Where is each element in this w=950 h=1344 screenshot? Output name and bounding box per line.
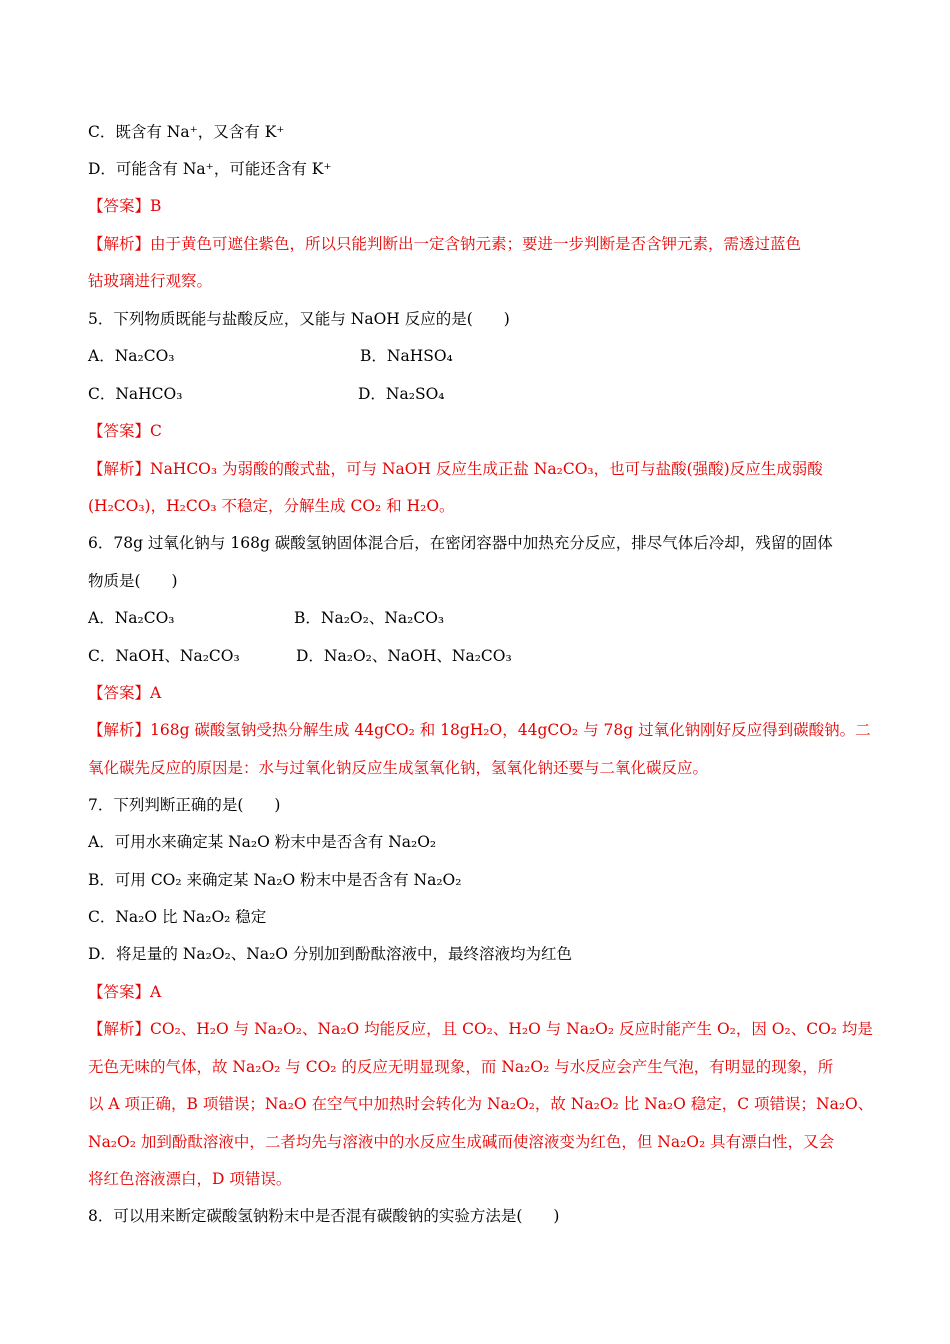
- option-c-q6: C．NaOH、Na₂CO₃: [88, 647, 240, 665]
- analysis-q7-line2: 无色无味的气体，故 Na₂O₂ 与 CO₂ 的反应无明显现象，而 Na₂O₂ 与水反应会产生气泡，有明显的现象，所: [88, 1058, 834, 1076]
- answer-q7: 【答案】A: [88, 983, 162, 1001]
- question-6-line1: 6．78g 过氧化钠与 168g 碳酸氢钠固体混合后，在密闭容器中加热充分反应，排尽气体后冷却，残留的固体: [88, 534, 833, 552]
- answer-q4: 【答案】B: [88, 197, 162, 215]
- option-d-q5: D．Na₂SO₄: [358, 385, 445, 403]
- option-c-q7: C．Na₂O 比 Na₂O₂ 稳定: [88, 908, 267, 926]
- analysis-q4-line2: 钴玻璃进行观察。: [88, 272, 213, 290]
- option-d-q6: D．Na₂O₂、NaOH、Na₂CO₃: [296, 647, 512, 665]
- analysis-q7-line5: 将红色溶液漂白，D 项错误。: [88, 1170, 292, 1188]
- question-7: 7．下列判断正确的是( ): [88, 796, 281, 814]
- option-a-q5: A．Na₂CO₃: [88, 347, 175, 365]
- analysis-q4-line1: 【解析】由于黄色可遮住紫色，所以只能判断出一定含钠元素；要进一步判断是否含钾元素，需透过蓝色: [88, 235, 802, 253]
- analysis-q6-line2: 氧化碳先反应的原因是：水与过氧化钠反应生成氢氧化钠，氢氧化钠还要与二氧化碳反应。: [88, 759, 709, 777]
- question-6-line2: 物质是( ): [88, 572, 178, 590]
- options-q5-row2: [88, 383, 445, 405]
- options-q5-row1: [88, 345, 453, 367]
- option-a-q6: A．Na₂CO₃: [88, 609, 175, 627]
- option-c-q4: C．既含有 Na⁺，又含有 K⁺: [88, 123, 285, 141]
- analysis-q7-line4: Na₂O₂ 加到酚酞溶液中，二者均先与溶液中的水反应生成碱而使溶液变为红色，但 Na₂O₂ 具有漂白性，又会: [88, 1133, 835, 1151]
- option-c-q5: C．NaHCO₃: [88, 385, 183, 403]
- question-8: 8．可以用来断定碳酸氢钠粉末中是否混有碳酸钠的实验方法是( ): [88, 1207, 560, 1225]
- options-q6-row1: [88, 607, 445, 629]
- option-b-q5: B．NaHSO₄: [360, 347, 453, 365]
- analysis-q6-line1: 【解析】168g 碳酸氢钠受热分解生成 44gCO₂ 和 18gH₂O，44gCO₂ 与 78g 过氧化钠刚好反应得到碳酸钠。二: [88, 721, 871, 739]
- options-q6-row2: [88, 645, 512, 667]
- analysis-q7-line1: 【解析】CO₂、H₂O 与 Na₂O₂、Na₂O 均能反应，且 CO₂、H₂O 与 Na₂O₂ 反应时能产生 O₂，因 O₂、CO₂ 均是: [88, 1020, 873, 1038]
- question-5: 5．下列物质既能与盐酸反应，又能与 NaOH 反应的是( ): [88, 310, 510, 328]
- answer-q6: 【答案】A: [88, 684, 162, 702]
- analysis-q5-line1: 【解析】NaHCO₃ 为弱酸的酸式盐，可与 NaOH 反应生成正盐 Na₂CO₃，也可与盐酸(强酸)反应生成弱酸: [88, 460, 823, 478]
- option-d-q7: D．将足量的 Na₂O₂、Na₂O 分别加到酚酞溶液中，最终溶液均为红色: [88, 945, 572, 963]
- option-d-q4: D．可能含有 Na⁺，可能还含有 K⁺: [88, 160, 332, 178]
- option-a-q7: A．可用水来确定某 Na₂O 粉末中是否含有 Na₂O₂: [88, 833, 437, 851]
- analysis-q5-line2: (H₂CO₃)，H₂CO₃ 不稳定，分解生成 CO₂ 和 H₂O。: [88, 497, 455, 515]
- answer-q5: 【答案】C: [88, 422, 162, 440]
- option-b-q6: B．Na₂O₂、Na₂CO₃: [294, 609, 445, 627]
- analysis-q7-line3: 以 A 项正确，B 项错误；Na₂O 在空气中加热时会转化为 Na₂O₂，故 Na₂O₂ 比 Na₂O 稳定，C 项错误；Na₂O、: [88, 1095, 874, 1113]
- option-b-q7: B．可用 CO₂ 来确定某 Na₂O 粉末中是否含有 Na₂O₂: [88, 871, 462, 889]
